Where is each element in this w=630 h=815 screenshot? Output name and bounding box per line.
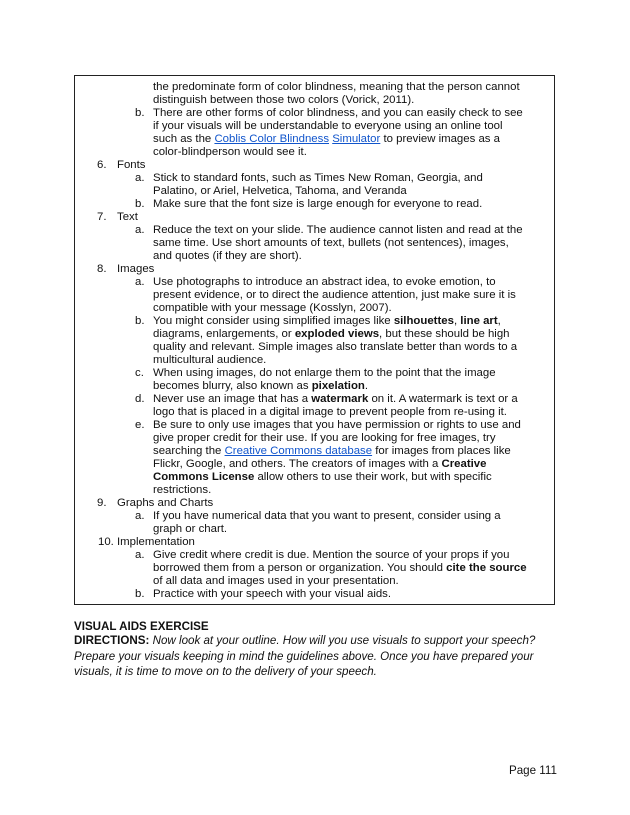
text-span: such as the <box>153 133 212 145</box>
list-label: Graphs and Charts <box>117 497 214 509</box>
simulator-link[interactable]: Simulator <box>332 133 381 145</box>
bold-term: line art <box>460 315 498 327</box>
list-letter: e. <box>135 419 145 431</box>
text-line: Stick to standard fonts, such as Times New Roman, Georgia, and <box>153 172 483 184</box>
directions-label: DIRECTIONS: <box>74 634 150 647</box>
text-span: You might consider using simplified images like <box>153 315 394 327</box>
list-number: 10. <box>98 536 114 548</box>
list-letter: b. <box>135 107 145 119</box>
text-line <box>153 458 486 471</box>
text-span: Now look at your outline. How will you use visuals to support your speech? <box>149 634 536 647</box>
text-line: When using images, do not enlarge them to the point that the image <box>153 367 496 379</box>
bold-term: exploded views <box>294 328 380 340</box>
list-number: 6. <box>97 159 107 171</box>
bold-term: silhouettes <box>393 315 454 327</box>
text-span: . <box>364 380 369 392</box>
text-line: logo that is placed in a digital image to prevent people from re-using it. <box>153 406 507 418</box>
list-letter: b. <box>135 588 145 600</box>
text-line: restrictions. <box>153 484 212 496</box>
list-number: 8. <box>97 263 107 275</box>
list-letter: a. <box>135 510 145 522</box>
bold-term: watermark <box>311 393 369 405</box>
text-span: , <box>453 315 461 327</box>
exercise-title: VISUAL AIDS EXERCISE <box>74 620 209 633</box>
list-label: Implementation <box>117 536 195 548</box>
text-line: same time. Use short amounts of text, bullets (not sentences), images, <box>153 237 509 249</box>
directions-line: Prepare your visuals keeping in mind the guidelines above. Once you have prepared your <box>74 650 534 663</box>
list-letter: a. <box>135 172 145 184</box>
text-line: if your visuals will be understandable to everyone using an online tool <box>153 120 503 132</box>
text-line <box>153 328 510 341</box>
text-span: diagrams, enlargements, or <box>153 328 295 340</box>
coblis-link[interactable]: Coblis Color Blindness <box>214 133 330 145</box>
list-number: 7. <box>97 211 107 223</box>
text-line: multicultural audience. <box>153 354 267 366</box>
page-number: Page 111 <box>509 764 557 777</box>
creative-commons-link[interactable]: Creative Commons database <box>224 445 373 457</box>
text-span: Never use an image that has a <box>153 393 312 405</box>
bold-term: cite the source <box>446 562 527 574</box>
list-letter: b. <box>135 198 145 210</box>
text-line <box>153 471 492 484</box>
text-line: graph or chart. <box>153 523 228 535</box>
text-line: Use photographs to introduce an abstract idea, to evoke emotion, to <box>153 276 496 288</box>
list-letter: b. <box>135 315 145 327</box>
text-line: give proper credit for their use. If you are looking for free images, try <box>153 432 496 444</box>
text-line: Make sure that the font size is large enough for everyone to read. <box>153 198 483 210</box>
text-span: Flickr, Google, and others. The creators of images with a <box>153 458 442 470</box>
text-span: becomes blurry, also known as <box>153 380 312 392</box>
directions-line <box>74 634 535 647</box>
list-letter: a. <box>135 276 145 288</box>
text-line <box>153 315 501 328</box>
text-line: Reduce the text on your slide. The audience cannot listen and read at the <box>153 224 523 236</box>
text-line <box>153 380 368 393</box>
text-line: color-blindperson would see it. <box>153 146 307 158</box>
text-line: of all data and images used in your presentation. <box>153 575 399 587</box>
text-line: compatible with your message (Kosslyn, 2007). <box>153 302 392 314</box>
directions-line: visuals, it is time to move on to the delivery of your speech. <box>74 665 377 678</box>
text-span: for images from places like <box>372 445 511 457</box>
text-line <box>153 393 518 406</box>
text-line <box>153 445 511 458</box>
list-letter: d. <box>135 393 145 405</box>
text-line: distinguish between those two colors (Vorick, 2011). <box>153 94 415 106</box>
text-span: , but these should be high <box>379 328 510 340</box>
list-letter: a. <box>135 549 145 561</box>
text-line: present evidence, or to direct the audience attention, just make sure it is <box>153 289 516 301</box>
text-line: Give credit where credit is due. Mention the source of your props if you <box>153 549 510 561</box>
text-line: Practice with your speech with your visual aids. <box>153 588 392 600</box>
text-line: and quotes (if they are short). <box>153 250 302 262</box>
list-letter: c. <box>135 367 144 379</box>
bold-term: Commons License <box>153 471 255 483</box>
text-line: Be sure to only use images that you have permission or rights to use and <box>153 419 521 431</box>
text-line <box>153 562 527 575</box>
text-span: allow others to use their work, but with specific <box>254 471 492 483</box>
text-span: borrowed them from a person or organization. You should <box>153 562 447 574</box>
list-label: Text <box>117 211 138 223</box>
text-line: quality and relevant. Simple images also translate better than words to a <box>153 341 518 353</box>
text-span: on it. A watermark is text or a <box>368 393 518 405</box>
text-line: There are other forms of color blindness, and you can easily check to see <box>153 107 523 119</box>
text-line: the predominate form of color blindness, meaning that the person cannot <box>153 81 520 93</box>
bold-term: Creative <box>441 458 487 470</box>
text-span: searching the <box>153 445 225 457</box>
list-label: Fonts <box>117 159 146 171</box>
text-line: Palatino, or Ariel, Helvetica, Tahoma, and Veranda <box>153 185 407 197</box>
text-line <box>153 133 500 146</box>
bold-term: pixelation <box>311 380 365 392</box>
text-span: to preview images as a <box>383 133 500 145</box>
list-label: Images <box>117 263 155 275</box>
list-letter: a. <box>135 224 145 236</box>
text-line: If you have numerical data that you want to present, consider using a <box>153 510 501 522</box>
text-span: , <box>497 315 501 327</box>
list-number: 9. <box>97 497 107 509</box>
